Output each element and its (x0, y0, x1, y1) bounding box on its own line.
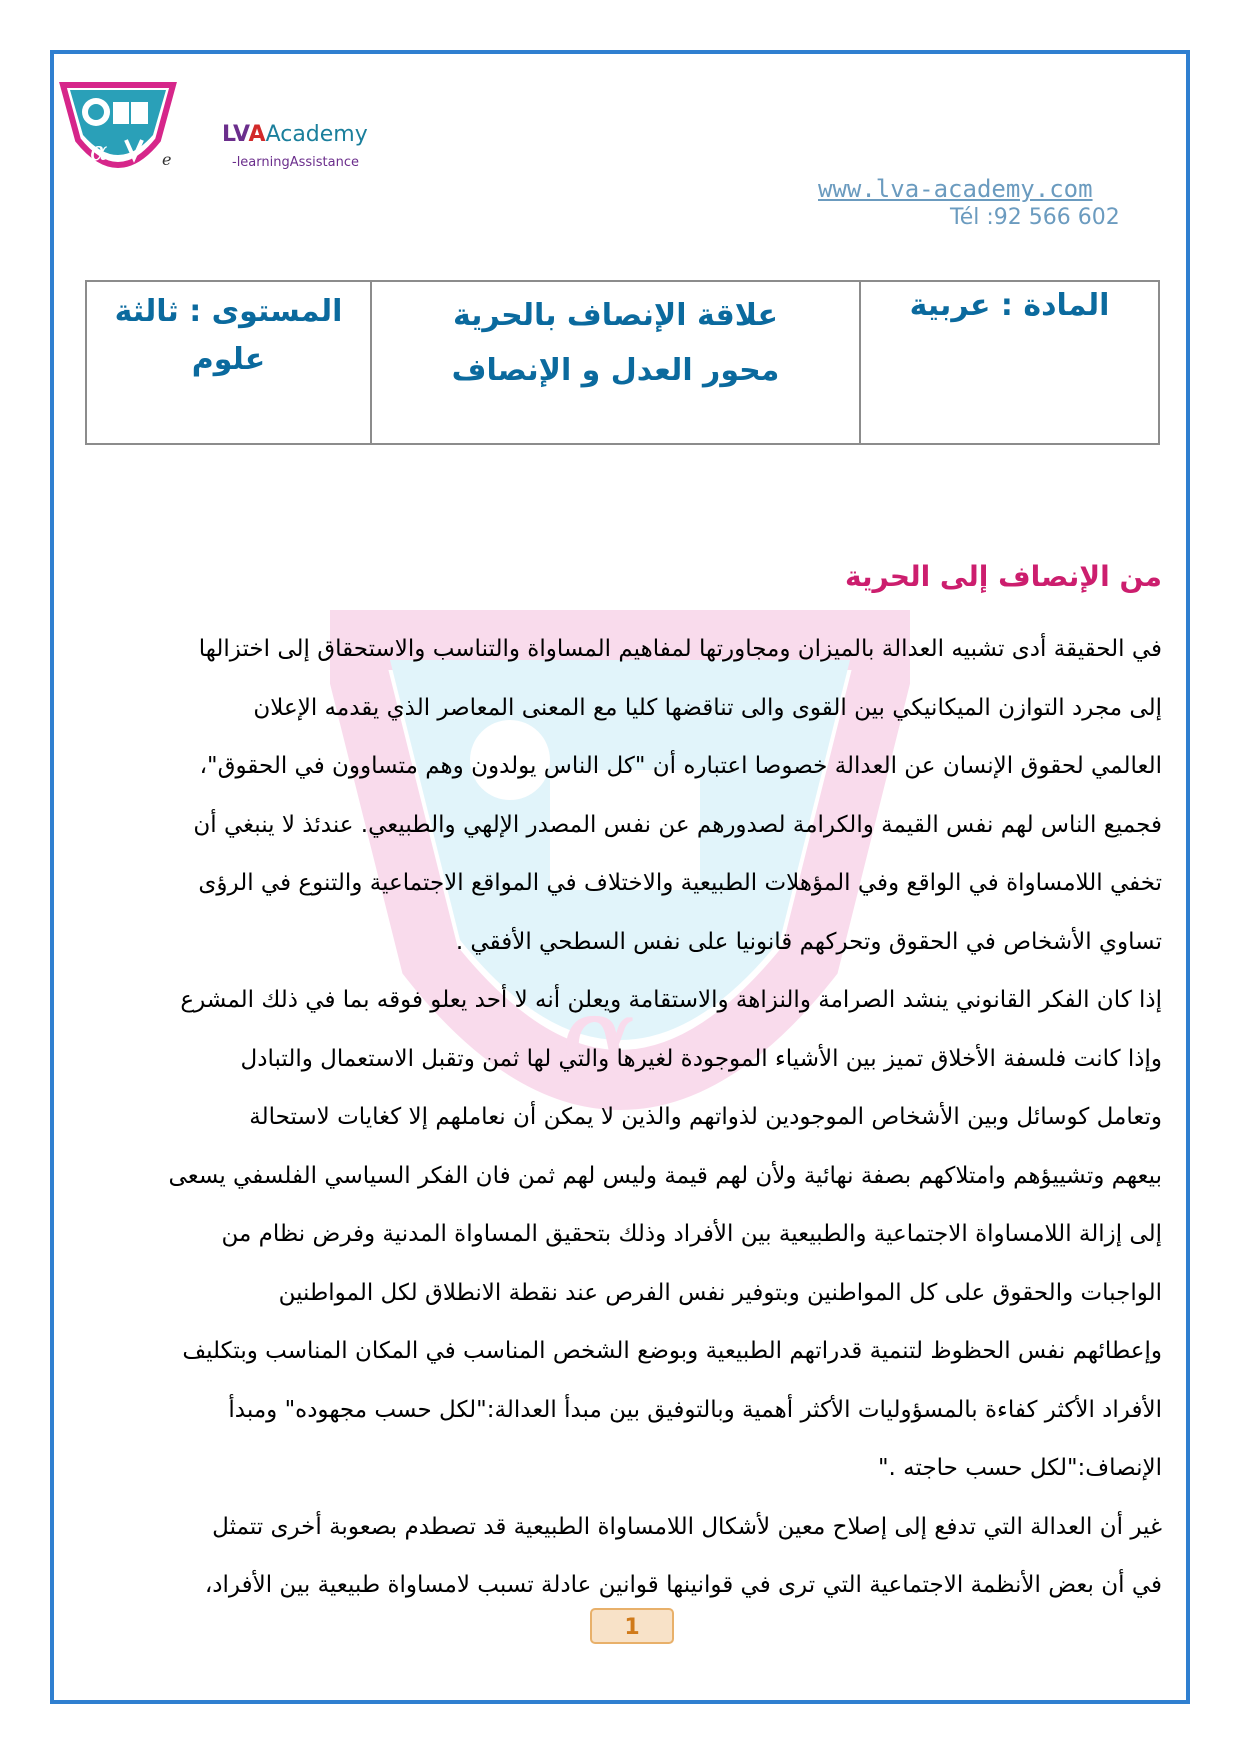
level-branch: علوم (191, 342, 266, 377)
text-line: بيعهم وتشييؤهم وامتلاكهم بصفة نهائية ولأن لهم قيمة وليس لهم ثمن فان الفكر السياسي الفلسفي يسعى (168, 1162, 1162, 1189)
text-line: فجميع الناس لهم نفس القيمة والكرامة لصدورهم عن نفس المصدر الإلهي والطبيعي. عندئذ لا ينبغي أن (193, 811, 1162, 838)
text-line: غير أن العدالة التي تدفع إلى إصلاح معين لأشكال اللامساواة الطبيعية قد تصطدم بصعوبة أخرى تتمثل (212, 1513, 1162, 1540)
lva-logo-icon (58, 80, 178, 180)
lesson-title: علاقة الإنصاف بالحرية (452, 298, 779, 333)
logo-letter: e (162, 150, 172, 169)
text-line: في أن بعض الأنظمة الاجتماعية التي ترى في قوانينها قوانين عادلة تسبب لامساواة طبيعية بين الأفراد، (204, 1572, 1162, 1598)
section-title: من الإنصاف إلى الحرية (844, 560, 1162, 593)
brand-name-lv: LV (222, 122, 249, 147)
brand-name (222, 122, 368, 147)
lesson-title-cell (371, 281, 860, 444)
text-line: وتعامل كوسائل وبين الأشخاص الموجودين لذواتهم والذين لا يمكن أن نعاملهم إلا كغايات لاستحالة (249, 1104, 1162, 1130)
svg-text:α: α (560, 970, 642, 1109)
text-line: إلى مجرد التوازن الميكانيكي بين القوى والى تناقضها كليا مع المعنى المعاصر الذي يقدمه الإعلان (253, 694, 1162, 721)
paragraph-2 (98, 971, 1162, 1498)
header-table (85, 280, 1160, 445)
subject-cell: المادة : عربية (860, 281, 1159, 444)
level-cell (86, 281, 371, 444)
text-line: في الحقيقة أدى تشبيه العدالة بالميزان ومجاورتها لمفاهيم المساواة والتناسب والاستحقاق إلى اختزالها (198, 636, 1162, 662)
text-line: العالمي لحقوق الإنسان عن العدالة خصوصا اعتباره أن "كل الناس يولدون وهم متساوون في الحقوق"، (199, 753, 1162, 779)
paragraph-3 (98, 1498, 1162, 1615)
text-line: وإعطائهم نفس الحظوظ لتنمية قدراتهم الطبيعية وبوضع الشخص المناسب في المكان المناسب وبتكليف (182, 1338, 1162, 1364)
svg-text:α: α (90, 137, 108, 167)
text-line: تساوي الأشخاص في الحقوق وتحركهم قانونيا على نفس السطحي الأفقي . (455, 928, 1162, 955)
body-text (98, 620, 1162, 1615)
text-line: الإنصاف:"لكل حسب حاجته ." (877, 1455, 1162, 1481)
website-link[interactable]: www.lva-academy.com (818, 175, 1093, 203)
text-line: تخفي اللامساواة في الواقع وفي المؤهلات الطبيعية والاختلاف في المواقع الاجتماعية والتنوع في الرؤى (198, 870, 1162, 896)
page-number-badge: 1 (590, 1608, 674, 1644)
lesson-axis: محور العدل و الإنصاف (451, 353, 780, 388)
brand-tagline: -learningAssistance (232, 155, 359, 170)
phone-number: Tél :92 566 602 (950, 205, 1120, 230)
text-line: الواجبات والحقوق على كل المواطنين وبتوفير نفس الفرص عند نقطة الانطلاق لكل المواطنين (278, 1279, 1162, 1306)
level-label: المستوى : ثالثة (114, 294, 343, 329)
paragraph-1 (98, 620, 1162, 971)
brand-name-rest: Academy (265, 122, 368, 147)
text-line: وإذا كانت فلسفة الأخلاق تميز بين الأشياء الموجودة لغيرها والتي لها ثمن وتقبل الاستعمال والتبادل (240, 1045, 1162, 1072)
text-line: إلى إزالة اللامساواة الاجتماعية والطبيعية بين الأفراد وذلك بتحقيق المساواة المدنية وفرض نظام من (221, 1221, 1162, 1247)
text-line: إذا كان الفكر القانوني ينشد الصرامة والنزاهة والاستقامة ويعلن أنه لا أحد يعلو فوقه بما في ذلك المشرع (180, 987, 1162, 1013)
brand-name-a: A (248, 122, 266, 147)
text-line: الأفراد الأكثر كفاءة بالمسؤوليات الأكثر أهمية وبالتوفيق بين مبدأ العدالة:"لكل حسب مجهوده" ومبدأ (228, 1396, 1162, 1423)
